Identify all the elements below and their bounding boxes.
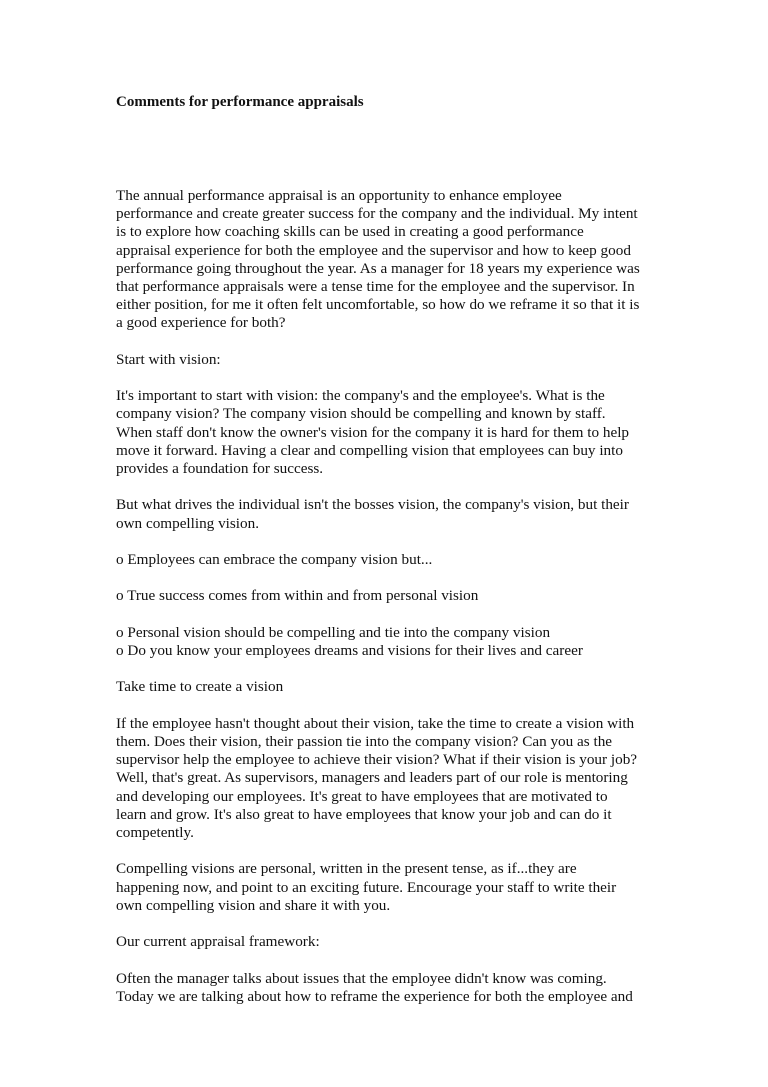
individual-vision-paragraph: But what drives the individual isn't the bosses vision, the company's vision, but their own compelling vision. — [116, 496, 629, 532]
document-body — [116, 90, 656, 1024]
bullet-item: o True success comes from within and from personal vision — [116, 587, 479, 605]
intro-paragraph: The annual performance appraisal is an opportunity to enhance employee performance and create greater success for the company and the individual. My intent is to explore how coaching skills can be used in creating a good performance appraisal experience for both the employee and the supervisor and how to keep good performance going throughout the year. As a manager for 18 years my experience was that performance appraisals were a tense time for the employee and the supervisor. In either position, for me it often felt uncomfortable, so how do we reframe it so that it is a good experience for both? — [116, 187, 640, 332]
section-heading-framework: Our current appraisal framework: — [116, 933, 320, 951]
compelling-visions-paragraph: Compelling visions are personal, written in the present tense, as if...they are happening now, and point to an exciting future. Encourage your staff to write their own compelling vision and share it with you. — [116, 860, 617, 914]
framework-paragraph: Often the manager talks about issues that the employee didn't know was coming. Today we are talking about how to reframe the experience for both the employee and — [116, 969, 633, 1005]
section-heading-vision: Start with vision: — [116, 350, 221, 368]
bullet-item: o Do you know your employees dreams and visions for their lives and career — [116, 641, 583, 659]
bullet-item: o Personal vision should be compelling and tie into the company vision — [116, 623, 551, 641]
create-vision-paragraph: If the employee hasn't thought about their vision, take the time to create a vision with them. Does their vision, their passion tie into the company vision? Can you as the supervisor help the employee to achieve their vision? What if their vision is your job? Well, that's great. As supervisors, managers and leaders part of our role is mentoring and developing our employees. It's great to have employees that are motivated to learn and grow. It's also great to have employees that know your job and can do it competently. — [116, 714, 638, 841]
section-heading-create-vision: Take time to create a vision — [116, 678, 284, 696]
document-title: Comments for performance appraisals — [116, 94, 364, 110]
bullet-item: o Employees can embrace the company vision but... — [116, 551, 433, 568]
vision-paragraph: It's important to start with vision: the company's and the employee's. What is the company vision? The company vision should be compelling and known by staff. When staff don't know the owner's vision for the company it is hard for them to help move it forward. Having a clear and compelling vision that employees can buy into provides a foundation for success. — [116, 387, 630, 478]
